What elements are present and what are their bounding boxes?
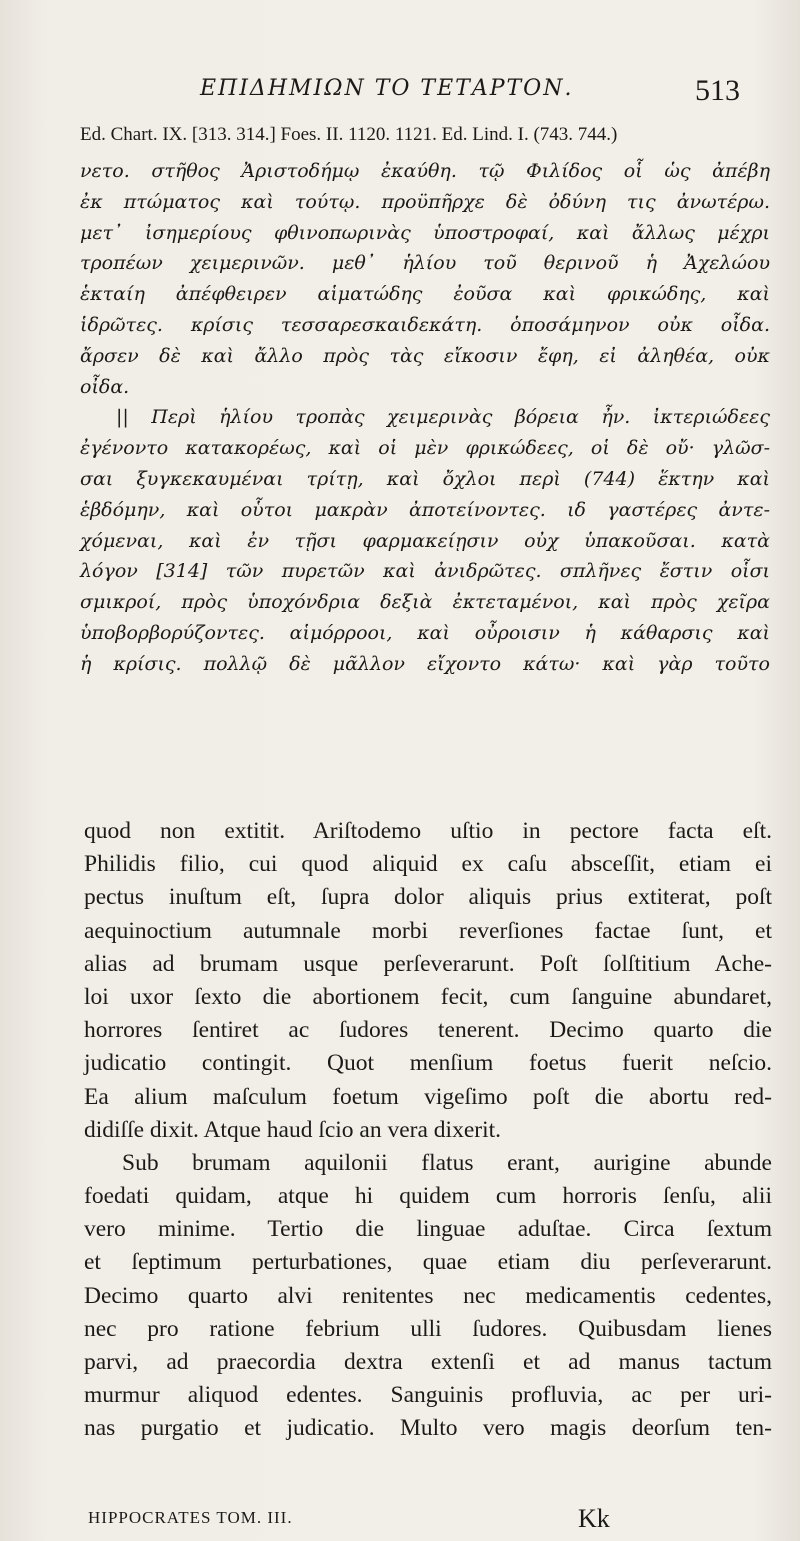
page-number: 513 — [695, 74, 740, 107]
edition-reference: Ed. Chart. IX. [313. 314.] Foes. II. 1120. 1121. Ed. Lind. I. (743. 744.) — [80, 124, 618, 145]
page-footer — [88, 1504, 648, 1532]
latin-line: nas purgatio et judicatio. Multo vero magis deorſum ten- — [84, 1415, 772, 1442]
running-title: ΕΠΙΔΗΜΙΩΝ ΤΟ ΤΕΤΑΡΤΟΝ. — [200, 76, 574, 101]
greek-line: μετ᾽ ἰσημερίους φθινοπωρινὰς ὑποστροφαί, καὶ ἄλλως μέχρι — [80, 221, 770, 244]
latin-line: quod non extitit. Ariſtodemo uſtio in pectore facta eſt. — [84, 818, 772, 844]
greek-line: ἱδρῶτες. κρίσις τεσσαρεσκαιδεκάτη. ὁποσάμηνον οὐκ οἶδα. — [80, 313, 770, 336]
greek-line: ὑποβορβορύζοντες. αἱμόρροοι, καὶ οὖροισιν ἡ κάθαρσις καὶ — [80, 621, 770, 644]
latin-line: Decimo quarto alvi renitentes nec medicamentis cedentes, — [84, 1282, 772, 1309]
latin-line: nec pro ratione febrium ulli ſudores. Quibusdam lienes — [84, 1315, 772, 1342]
greek-line: τροπέων χειμερινῶν. μεθ᾽ ἡλίου τοῦ θερινοῦ ἡ Ἀχελώου — [80, 252, 770, 275]
greek-line: χόμεναι, καὶ ἐν τῇσι φαρμακείῃσιν οὐχ ὑπακοῦσαι. κατὰ — [80, 529, 770, 552]
latin-line: judicatio contingit. Quot menſium foetus fuerit neſcio. — [84, 1050, 772, 1077]
latin-line: horrores ſentiret ac ſudores tenerent. Decimo quarto die — [84, 1017, 772, 1044]
latin-line: parvi, ad praecordia dextra extenſi et ad manus tactum — [84, 1349, 772, 1375]
latin-line: aequinoctium autumnale morbi reverſiones factae ſunt, et — [84, 917, 772, 944]
latin-line: loi uxor ſexto die abortionem fecit, cum ſanguine abundaret, — [84, 983, 772, 1010]
greek-line: οἶδα. — [80, 375, 130, 398]
latin-line: Sub brumam aquilonii flatus erant, aurigine abunde — [122, 1149, 772, 1176]
greek-line: νετο. στῆθος Ἀριστοδήμῳ ἐκαύθη. τῷ Φιλίδος οἷ ὡς ἀπέβη — [80, 160, 770, 182]
greek-line: ἐγένοντο κατακορέως, καὶ οἱ μὲν φρικώδεες, οἱ δὲ οὔ· γλῶσ- — [80, 437, 770, 460]
latin-text-block — [84, 815, 772, 1446]
greek-line: ἐκ πτώματος καὶ τούτῳ. προϋπῆρχε δὲ ὀδύνη τις ἀνωτέρω. — [80, 190, 770, 213]
latin-line: didiſſe dixit. Atque haud ſcio an vera dixerit. — [84, 1116, 502, 1143]
latin-line: et ſeptimum perturbationes, quae etiam diu perſeverarunt. — [84, 1249, 772, 1276]
greek-line: ἡ κρίσις. πολλῷ δὲ μᾶλλον εἴχοντο κάτω· καὶ γὰρ τοῦτο — [80, 652, 770, 675]
greek-line: λόγον [314] τῶν πυρετῶν καὶ ἀνιδρῶτες. σπλῆνες ἔστιν οἷσι — [80, 560, 770, 583]
latin-line: murmur aliquod edentes. Sanguinis profluvia, ac per uri- — [84, 1382, 772, 1409]
signature-label: HIPPOCRATES TOM. III. — [88, 1508, 293, 1527]
greek-line: ἄρσεν δὲ καὶ ἄλλο πρὸς τὰς εἴκοσιν ἔφη, εἰ ἀληθέα, οὐκ — [80, 344, 770, 367]
page-header — [200, 70, 740, 110]
greek-line: ἑβδόμην, καὶ οὗτοι μακρὰν ἀποτείνοντες. ιδ γαστέρες ἀντε- — [80, 498, 770, 521]
greek-line: || Περὶ ἡλίου τροπὰς χειμερινὰς βόρεια ἦν. ἰκτεριώδεες — [116, 406, 770, 429]
greek-line: σμικροί, πρὸς ὑποχόνδρια δεξιὰ ἐκτεταμένοι, καὶ πρὸς χεῖρα — [80, 591, 770, 614]
signature-mark: Kk — [578, 1504, 610, 1533]
greek-line: σαι ξυγκεκαυμέναι τρίτῃ, καὶ ὄχλοι περὶ (744) ἕκτην καὶ — [80, 467, 770, 490]
latin-line: alias ad brumam usque perſeverarunt. Poſt ſolſtitium Ache- — [84, 950, 772, 977]
greek-line: ἑκταίη ἀπέφθειρεν αἱματώδης ἐοῦσα καὶ φρικώδης, καὶ — [80, 283, 770, 306]
latin-line: pectus inuſtum eſt, ſupra dolor aliquis prius extiterat, poſt — [84, 884, 772, 911]
latin-line: vero minime. Tertio die linguae aduſtae. Circa ſextum — [84, 1216, 772, 1243]
greek-text-block — [80, 156, 770, 680]
latin-line: Ea alium maſculum foetum vigeſimo poſt die abortu red- — [84, 1083, 772, 1110]
latin-line: foedati quidam, atque hi quidem cum horroris ſenſu, alii — [84, 1183, 772, 1210]
latin-line: Philidis filio, cui quod aliquid ex caſu absceſſit, etiam ei — [84, 851, 772, 878]
